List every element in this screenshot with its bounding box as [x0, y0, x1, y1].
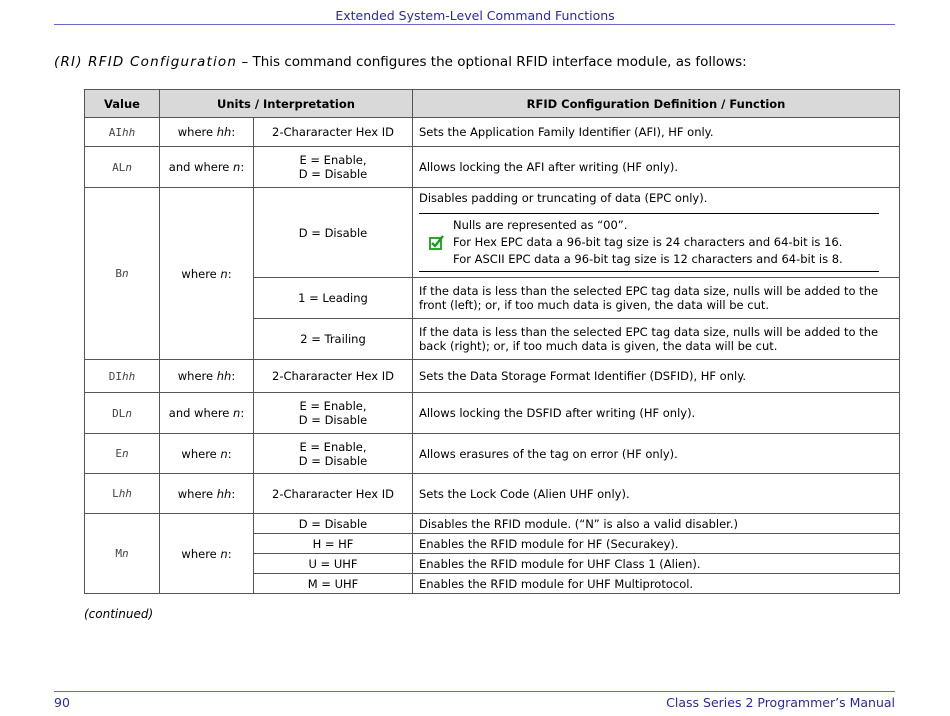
note-line: Nulls are represented as “00”.: [453, 218, 628, 232]
page-number: 90: [54, 695, 70, 710]
definition-cell: If the data is less than the selected EPC tag data size, nulls will be added to the front (left); or, if too much data is given, the data will be cut.: [413, 278, 900, 319]
definition-cell: Enables the RFID module for HF (Securakey).: [413, 534, 900, 554]
header-rule: [54, 24, 895, 25]
col-header-value: Value: [85, 90, 160, 118]
note-line: For Hex EPC data a 96-bit tag size is 24 characters and 64-bit is 16.: [453, 235, 843, 249]
definition-cell: Allows locking the DSFID after writing (HF only).: [413, 393, 900, 434]
definition-text: Disables padding or truncating of data (EPC only).: [419, 191, 708, 205]
col-header-units: Units / Interpretation: [160, 90, 413, 118]
value-cell: ALn: [85, 147, 160, 188]
value-cell: En: [85, 434, 160, 474]
value-cell: DLn: [85, 393, 160, 434]
table-row: [85, 393, 900, 434]
interpretation-cell: 2 = Trailing: [254, 319, 413, 360]
intro-paragraph: [54, 54, 747, 70]
intro-text: – This command configures the optional RFID interface module, as follows:: [237, 54, 747, 70]
interpretation-cell: H = HF: [254, 534, 413, 554]
footer-rule: [54, 691, 895, 692]
definition-cell: Allows erasures of the tag on error (HF only).: [413, 434, 900, 474]
definition-cell: Allows locking the AFI after writing (HF only).: [413, 147, 900, 188]
rfid-config-table: [84, 89, 900, 594]
definition-cell: If the data is less than the selected EPC tag data size, nulls will be added to the back (right); or, if too much data is given, the data will be cut.: [413, 319, 900, 360]
value-cell: Mn: [85, 514, 160, 594]
table-row: [85, 474, 900, 514]
interpretation-cell: D = Disable: [254, 514, 413, 534]
value-cell: Lhh: [85, 474, 160, 514]
continued-label: (continued): [84, 607, 154, 621]
table-row: [85, 360, 900, 393]
interpretation-cell: 2-Chararacter Hex ID: [254, 360, 413, 393]
interpretation-cell: M = UHF: [254, 574, 413, 594]
definition-cell: Sets the Lock Code (Alien UHF only).: [413, 474, 900, 514]
value-cell: AIhh: [85, 118, 160, 147]
units-cell: where hh:: [160, 360, 254, 393]
value-cell: Bn: [85, 188, 160, 360]
note-box: [419, 213, 879, 272]
manual-title: Class Series 2 Programmer’s Manual: [666, 695, 895, 710]
table-row: [85, 188, 900, 278]
command-name: (RI) RFID Configuration: [54, 54, 238, 70]
units-cell: and where n:: [160, 393, 254, 434]
table-row: [85, 434, 900, 474]
running-header: Extended System-Level Command Functions: [335, 8, 615, 23]
interpretation-cell: 2-Chararacter Hex ID: [254, 474, 413, 514]
table-row: [85, 514, 900, 534]
definition-cell: Disables the RFID module. (“N” is also a valid disabler.): [413, 514, 900, 534]
units-cell: where n:: [160, 514, 254, 594]
units-cell: where hh:: [160, 118, 254, 147]
units-cell: where hh:: [160, 474, 254, 514]
interpretation-cell: 1 = Leading: [254, 278, 413, 319]
table-row: [85, 118, 900, 147]
interpretation-cell: U = UHF: [254, 554, 413, 574]
col-header-definition: RFID Configuration Definition / Function: [413, 90, 900, 118]
table-row: [85, 147, 900, 188]
interpretation-cell: E = Enable, D = Disable: [254, 393, 413, 434]
interpretation-cell: D = Disable: [254, 188, 413, 278]
units-cell: where n:: [160, 188, 254, 360]
interpretation-cell: E = Enable, D = Disable: [254, 434, 413, 474]
interpretation-cell: E = Enable, D = Disable: [254, 147, 413, 188]
value-cell: DIhh: [85, 360, 160, 393]
interpretation-cell: 2-Chararacter Hex ID: [254, 118, 413, 147]
definition-cell: Enables the RFID module for UHF Class 1 (Alien).: [413, 554, 900, 574]
note-line: For ASCII EPC data a 96-bit tag size is 12 characters and 64-bit is 8.: [453, 252, 843, 266]
definition-cell: [413, 188, 900, 278]
units-cell: and where n:: [160, 147, 254, 188]
checkmark-icon: [419, 235, 453, 250]
definition-cell: Enables the RFID module for UHF Multiprotocol.: [413, 574, 900, 594]
table-header-row: [85, 90, 900, 118]
units-cell: where n:: [160, 434, 254, 474]
definition-cell: Sets the Application Family Identifier (AFI), HF only.: [413, 118, 900, 147]
definition-cell: Sets the Data Storage Format Identifier (DSFID), HF only.: [413, 360, 900, 393]
